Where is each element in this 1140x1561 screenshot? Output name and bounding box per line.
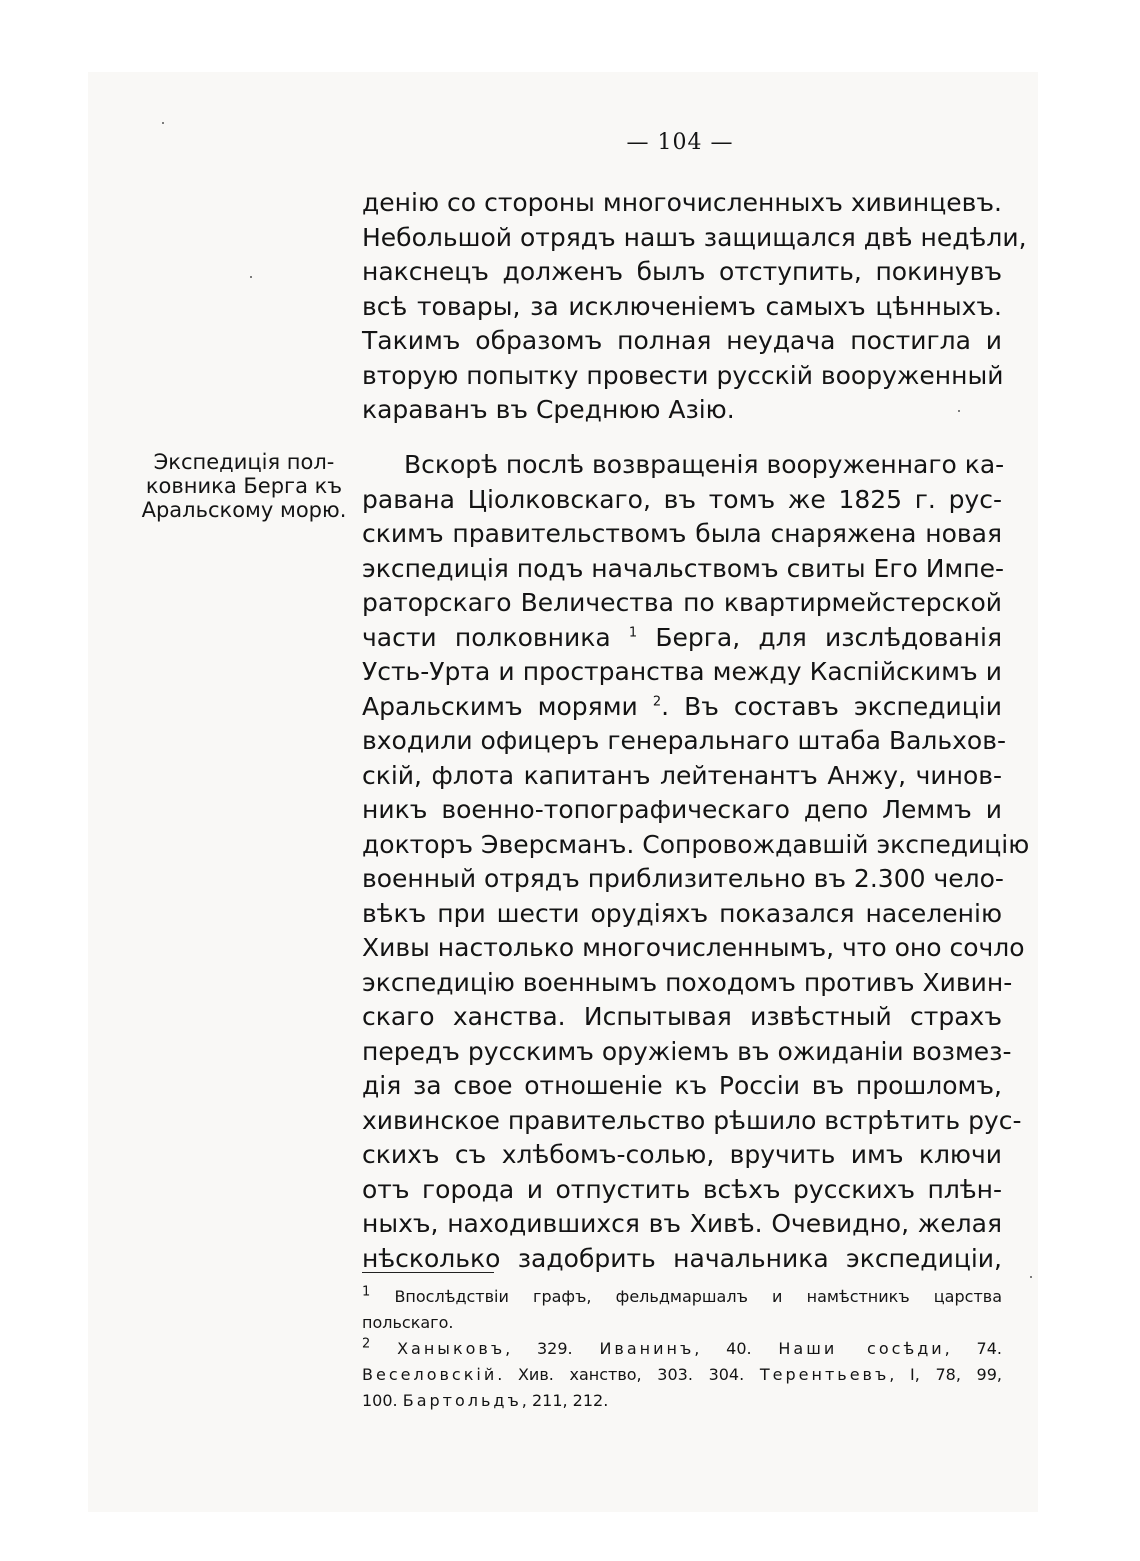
- text-fragment: части полковника: [362, 622, 611, 652]
- text-line: скихъ съ хлѣбомъ-солью, вручить имъ ключи: [362, 1140, 1002, 1169]
- text-line: докторъ Эверсманъ. Сопровождавшій экспедицію: [362, 829, 1030, 859]
- footnote-1-text: Впослѣдствіи графъ, фельдмаршалъ и намѣстникъ царства: [394, 1287, 1002, 1306]
- text-line: хивинское правительство рѣшило встрѣтить рус-: [362, 1105, 1022, 1135]
- citation-author: Веселовскій: [362, 1365, 498, 1384]
- citation-text: , 329.: [505, 1339, 600, 1358]
- text-fragment: . Въ составъ экспедиціи: [661, 691, 1002, 721]
- citation-text: , 74.: [944, 1339, 1002, 1358]
- text-line: Такимъ образомъ полная неудача постигла и: [362, 326, 1002, 355]
- footnote-1-number: 1: [362, 1284, 371, 1300]
- text-line: Усть-Урта и пространства между Каспійскимъ и: [362, 657, 1002, 686]
- text-line: Хивы настолько многочисленнымъ, что оно сочло: [362, 933, 1025, 962]
- margin-sidenote: [138, 450, 350, 522]
- text-line: Небольшой отрядъ нашъ защищался двѣ недѣли,: [362, 222, 1027, 252]
- text-line: никъ военно-топографическаго депо Леммъ и: [362, 795, 1002, 824]
- scan-speck: [958, 410, 960, 412]
- footnote-2-number: 2: [362, 1336, 371, 1352]
- citation-text: 100.: [362, 1391, 403, 1410]
- text-line: накснецъ долженъ былъ отступить, покинувъ: [362, 257, 1002, 286]
- text-line: вѣкъ при шести орудіяхъ показался населенію: [362, 898, 1002, 928]
- paragraph-continued: [362, 186, 1027, 428]
- scan-speck: [1030, 1276, 1032, 1278]
- citation-text: . Хив. ханство, 303. 304.: [497, 1365, 760, 1384]
- sidenote-line: ковника Берга къ: [145, 474, 343, 498]
- text-line: ныхъ, находившихся въ Хивѣ. Очевидно, желая: [362, 1209, 1002, 1238]
- text-line: военный отрядъ приблизительно въ 2.300 чело-: [362, 864, 1004, 893]
- text-line: скимъ правительствомъ была снаряжена новая: [362, 519, 1002, 548]
- scan-speck: [250, 276, 252, 278]
- sidenote-line: Аральскому морю.: [141, 498, 347, 522]
- footnotes: [362, 1284, 1002, 1414]
- text-line: всѣ товары, за исключеніемъ самыхъ цѣнныхъ.: [362, 291, 1002, 321]
- text-line: равана Ціолковскаго, въ томъ же 1825 г. рус-: [362, 484, 1002, 514]
- text-line: нѣсколько задобрить начальника экспедиціи,: [362, 1243, 1002, 1273]
- text-line: скаго ханства. Испытывая извѣстный страхъ: [362, 1002, 1002, 1031]
- citation-text: , 211, 212.: [521, 1391, 609, 1410]
- text-line-with-footnote: [362, 690, 1002, 725]
- text-line: Вскорѣ послѣ возвращенія вооруженнаго ка-: [404, 450, 1005, 479]
- text-fragment: Аральскимъ морями: [362, 691, 638, 721]
- scan-speck: [162, 122, 164, 124]
- text-fragment: Берга, для изслѣдованія: [655, 622, 1002, 652]
- footnote-2-line: [362, 1388, 1002, 1414]
- text-line: экспедиція подъ начальствомъ свиты Его Импе-: [362, 553, 1005, 583]
- citation-author: Ханыковъ: [397, 1339, 506, 1358]
- citation-text: , 40.: [694, 1339, 779, 1358]
- sidenote-line: Экспедиція пол-: [153, 450, 335, 474]
- footnote-divider: [362, 1272, 494, 1273]
- citation-author: Бартольдъ: [402, 1391, 522, 1410]
- citation-text: , I, 78, 99,: [889, 1365, 1003, 1384]
- text-line-with-footnote: [362, 621, 1002, 656]
- footnote-1-line: [362, 1284, 1002, 1310]
- text-line: передъ русскимъ оружіемъ въ ожиданіи возмез-: [362, 1036, 1012, 1066]
- citation-author: Терентьевъ: [759, 1365, 890, 1384]
- footnote-mark-2: 2: [652, 694, 662, 710]
- text-line: скій, флота капитанъ лейтенантъ Анжу, чинов-: [362, 760, 1002, 790]
- text-line: отъ города и отпустить всѣхъ русскихъ плѣн-: [362, 1174, 1002, 1204]
- text-line: дія за свое отношеніе къ Россіи въ прошломъ,: [362, 1071, 1002, 1100]
- footnote-2-line: [362, 1336, 1002, 1362]
- page-number: — 104 —: [626, 130, 734, 155]
- citation-title: Наши сосѣди: [778, 1339, 945, 1358]
- paragraph-berg-expedition: [362, 448, 1030, 1276]
- citation-author: Иванинъ: [599, 1339, 695, 1358]
- text-line: денію со стороны многочисленныхъ хивинцевъ.: [362, 188, 1002, 217]
- text-line: караванъ въ Среднюю Азію.: [362, 395, 735, 424]
- text-line: входили офицеръ генеральнаго штаба Вальхов-: [362, 726, 1006, 755]
- text-line: экспедицію военнымъ походомъ противъ Хивин-: [362, 967, 1013, 997]
- footnote-mark-1: 1: [628, 625, 638, 641]
- text-line: вторую попытку провести русскій вооруженный: [362, 360, 1004, 390]
- footnote-2-line: [362, 1362, 1002, 1388]
- text-line: раторскаго Величества по квартирмейстерской: [362, 588, 1002, 617]
- footnote-1-continuation: польскаго.: [362, 1313, 454, 1332]
